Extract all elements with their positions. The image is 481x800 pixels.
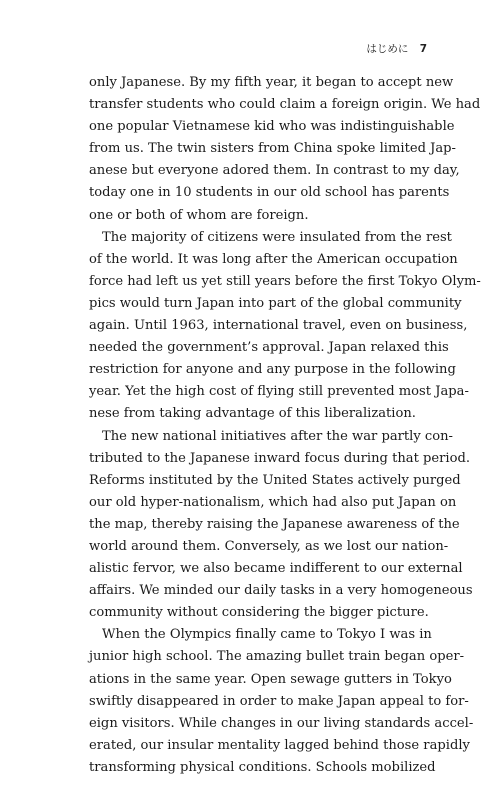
page-number: 7 (419, 43, 427, 55)
text-line: today one in 10 students in our old school has parents (89, 185, 450, 201)
text-line: one or both of whom are foreign. (89, 207, 309, 223)
running-head (366, 41, 427, 56)
text-line: alistic fervor, we also became indifferent to our external (89, 561, 463, 577)
text-line: pics would turn Japan into part of the global community (89, 295, 462, 311)
paragraph (89, 624, 474, 779)
text-line: anese but everyone adored them. In contrast to my day, (89, 163, 460, 179)
text-line: restriction for anyone and any purpose in the following (89, 362, 456, 378)
paragraph (89, 426, 473, 625)
paragraph (89, 227, 481, 426)
text-line: again. Until 1963, international travel, even on business, (89, 318, 468, 334)
text-line: our old hyper-nationalism, which had also put Japan on (89, 494, 457, 510)
text-line: one popular Vietnamese kid who was indistinguishable (89, 119, 455, 135)
text-line: erated, our insular mentality lagged behind those rapidly (89, 737, 470, 753)
paragraph (89, 72, 481, 227)
running-head-title: はじめに (366, 43, 409, 55)
text-line: swiftly disappeared in order to make Japan appeal to for- (89, 693, 469, 709)
text-line: junior high school. The amazing bullet train began oper- (89, 649, 465, 665)
text-line: world around them. Conversely, as we lost our nation- (89, 538, 449, 554)
body-text (89, 72, 481, 779)
text-line: of the world. It was long after the American occupation (89, 251, 458, 267)
text-line: year. Yet the high cost of flying still prevented most Japa- (89, 384, 469, 400)
text-line: only Japanese. By my fifth year, it began to accept new (89, 75, 454, 90)
text-line: nese from taking advantage of this liberalization. (89, 406, 416, 422)
text-line: The new national initiatives after the war partly con- (102, 428, 453, 444)
text-line: force had left us yet still years before the first Tokyo Olym- (89, 273, 481, 289)
text-line: transfer students who could claim a foreign origin. We had (89, 97, 481, 113)
text-line: eign visitors. While changes in our living standards accel- (89, 715, 474, 731)
text-line: affairs. We minded our daily tasks in a very homogeneous (89, 583, 473, 599)
text-line: needed the government’s approval. Japan relaxed this (89, 340, 449, 356)
text-line: tributed to the Japanese inward focus during that period. (89, 450, 471, 466)
text-line: When the Olympics finally came to Tokyo I was in (102, 627, 432, 643)
text-line: Reforms instituted by the United States actively purged (89, 472, 461, 488)
text-line: The majority of citizens were insulated from the rest (102, 229, 452, 245)
text-line: ations in the same year. Open sewage gutters in Tokyo (89, 671, 452, 687)
text-line: from us. The twin sisters from China spoke limited Jap- (89, 141, 456, 157)
text-line: transforming physical conditions. Schools mobilized (89, 759, 436, 775)
text-line: the map, thereby raising the Japanese awareness of the (89, 516, 460, 532)
text-line: community without considering the bigger picture. (89, 605, 429, 621)
